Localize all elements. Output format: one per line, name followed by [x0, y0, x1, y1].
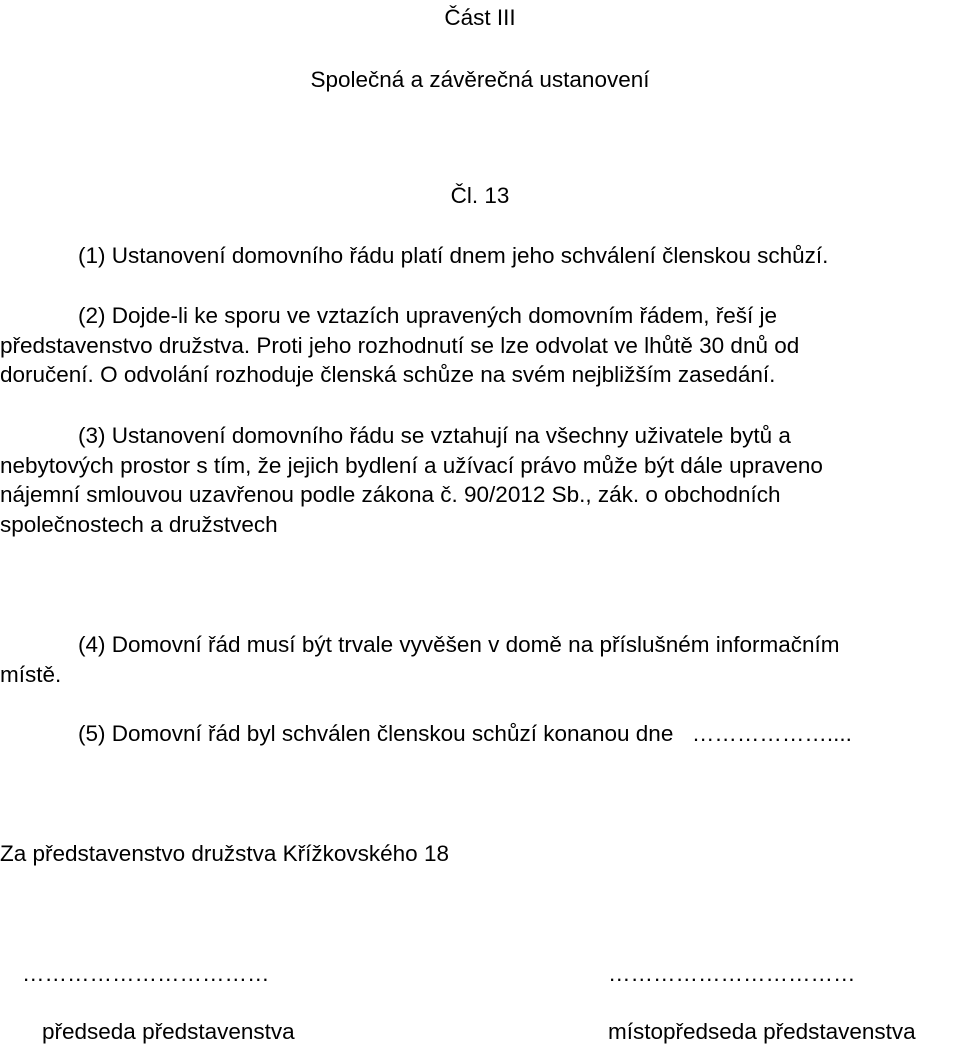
paragraph-2-line-1: (2) Dojde-li ke sporu ve vztazích upravených domovním řádem, řeší je [78, 303, 778, 328]
part-heading: Část III [444, 5, 516, 30]
left-signature-line: …………………………… [22, 961, 270, 986]
paragraph-5-line-1 [78, 720, 852, 748]
signature-heading: Za představenstvo družstva Křížkovského 18 [0, 841, 449, 866]
paragraph-5-text: (5) Domovní řád byl schválen členskou schůzí konanou dne [78, 721, 674, 746]
part-title: Společná a závěrečná ustanovení [310, 67, 650, 92]
paragraph-4-line-1: (4) Domovní řád musí být trvale vyvěšen v domě na příslušném informačním [78, 632, 840, 657]
right-signature-role: místopředseda představenstva [608, 1019, 916, 1044]
paragraph-4-line-2: místě. [0, 662, 62, 687]
paragraph-2-line-3: doručení. O odvolání rozhoduje členská schůze na svém nejbližším zasedání. [0, 362, 776, 387]
paragraph-2-line-2: představenstvo družstva. Proti jeho rozhodnutí se lze odvolat ve lhůtě 30 dnů od [0, 333, 800, 358]
paragraph-3-line-2: nebytových prostor s tím, že jejich bydlení a užívací právo může být dále upraveno [0, 453, 823, 478]
paragraph-3-line-1: (3) Ustanovení domovního řádu se vztahují na všechny uživatele bytů a [78, 423, 791, 448]
approval-date-blank-suffix: .. [839, 721, 852, 746]
paragraph-3-line-3: nájemní smlouvou uzavřenou podle zákona č. 90/2012 Sb., zák. o obchodních [0, 482, 781, 507]
approval-date-blank: ……………….. [691, 721, 840, 746]
paragraph-1-line-1: (1) Ustanovení domovního řádu platí dnem jeho schválení členskou schůzí. [78, 243, 829, 268]
article-number: Čl. 13 [450, 183, 510, 208]
right-signature-line: …………………………… [608, 961, 856, 986]
paragraph-3-line-4: společnostech a družstvech [0, 512, 278, 537]
left-signature-role: předseda představenstva [42, 1019, 295, 1044]
